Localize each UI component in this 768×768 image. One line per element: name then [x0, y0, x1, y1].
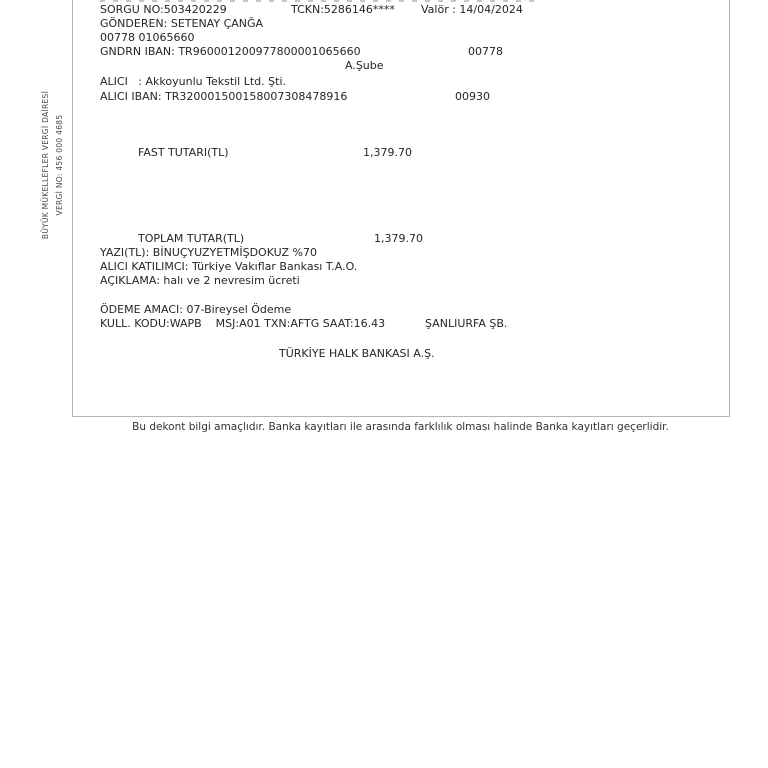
recipient-name: ALICI : Akkoyunlu Tekstil Ltd. Şti.: [100, 75, 287, 88]
recipient-row: [0, 75, 768, 89]
description: AÇIKLAMA: halı ve 2 nevresim ücreti: [100, 274, 300, 287]
tckn: TCKN:5286146****: [291, 3, 395, 16]
cut-off-text-remnant: [100, 0, 538, 2]
sender-name: GÖNDEREN: SETENAY ÇANĞA: [100, 17, 264, 30]
branch-name: ŞANLIURFA ŞB.: [425, 317, 508, 330]
total-amount-row: [0, 232, 768, 246]
disclaimer: Bu dekont bilgi amaçlıdır. Banka kayıtları ile arasında farklılık olması halinde Banka kayıtları geçerlidir.: [132, 421, 669, 433]
sender-iban: GNDRN IBAN: TR960001200977800001065660: [100, 45, 361, 58]
recipient-branch-code: 00930: [455, 90, 490, 103]
sender-account-row: [0, 31, 768, 45]
description-row: [0, 274, 768, 288]
fast-amount-row: [0, 146, 768, 160]
bank-name: TÜRKİYE HALK BANKASI A.Ş.: [279, 347, 435, 360]
recipient-bank: ALICI KATILIMCI: Türkiye Vakıflar Bankası T.A.O.: [100, 260, 358, 273]
sender-iban-row: [0, 45, 768, 59]
payment-purpose: ÖDEME AMACI: 07-Bireysel Ödeme: [100, 303, 292, 316]
recipient-iban: ALICI IBAN: TR320001500158007308478916: [100, 90, 348, 103]
sender-branch-code: 00778: [468, 45, 503, 58]
branch-label: A.Şube: [345, 59, 384, 72]
fast-amount-label: FAST TUTARI(TL): [138, 146, 229, 159]
total-amount-label: TOPLAM TUTAR(TL): [138, 232, 245, 245]
usage-code-row: [0, 317, 768, 331]
sorgu-no: SORGU NO:503420229: [100, 3, 227, 16]
amount-in-words: YAZI(TL): BİNUÇYUZYETMİŞDOKUZ %70: [100, 246, 317, 259]
payment-purpose-row: [0, 303, 768, 317]
tax-office-number: VERGİ NO: 456 000 4685: [54, 114, 64, 216]
tax-office-name: BÜYÜK MÜKELLEFLER VERGİ DAİRESİ: [41, 90, 50, 240]
total-amount-value: 1,379.70: [374, 232, 423, 245]
sender-account: 00778 01065660: [100, 31, 195, 44]
bank-name-row: [0, 347, 768, 361]
query-row: [0, 3, 768, 17]
branch-row: [0, 59, 768, 73]
tax-office-stamp: [39, 83, 67, 247]
fast-amount-value: 1,379.70: [363, 146, 412, 159]
usage-code: KULL. KODU:WAPB MSJ:A01 TXN:AFTG SAAT:16.43: [100, 317, 386, 330]
sender-row: [0, 17, 768, 31]
recipient-bank-row: [0, 260, 768, 274]
amount-in-words-row: [0, 246, 768, 260]
recipient-iban-row: [0, 90, 768, 104]
valor-date: Valör : 14/04/2024: [421, 3, 523, 16]
